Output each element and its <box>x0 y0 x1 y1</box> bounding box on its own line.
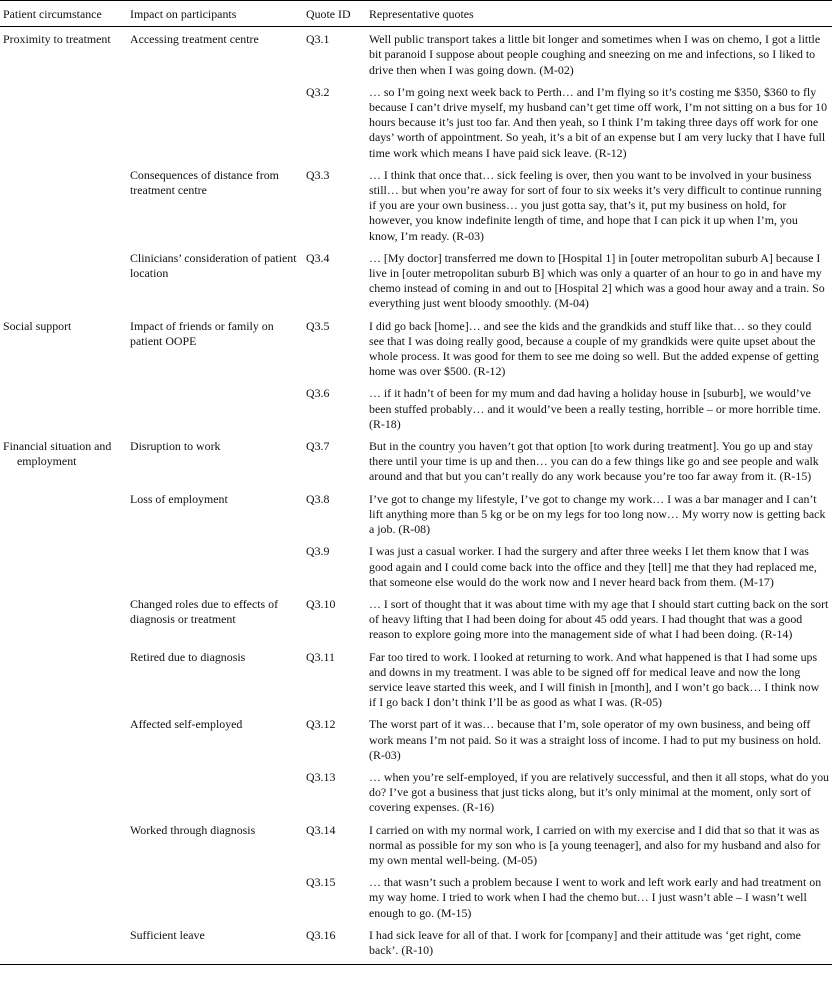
table-row <box>0 27 832 83</box>
circumstance-cell <box>0 595 127 648</box>
impact-cell <box>127 542 303 595</box>
quote-cell: I did go back [home]… and see the kids and the grandkids and stuff like that… so they could see that I was doing really good, because a couple of my grandkids were quite upset about the whole process. It was good for them to see me doing so well. But the added expense of getting home was over $500. (R-12) <box>369 318 819 379</box>
quote-id-cell: Q3.10 <box>306 596 336 611</box>
circumstance-line: Financial situation and <box>3 439 112 454</box>
impact-cell: Worked through diagnosis <box>130 822 256 837</box>
impact-cell: Loss of employment <box>130 491 228 506</box>
impact-cell <box>127 384 303 437</box>
circumstance-line: employment <box>17 454 77 469</box>
quote-cell: … I think that once that… sick feeling is over, then you want to be involved in your business still… but when you’re away for sort of four to six weeks it’s very difficult to continue running if you are your own business… you just gotta say, that’s it, put my business on hold, for however, you know indefinite length of time, and hope that I can pick it up when I’m, you know, I’m ready. (R-03) <box>369 167 822 243</box>
impact-cell: Disruption to work <box>130 439 221 454</box>
circumstance-cell <box>0 768 127 821</box>
quote-id-cell: Q3.8 <box>306 491 330 506</box>
table-row <box>0 384 832 437</box>
quote-cell: … when you’re self-employed, if you are relatively successful, and then it all stops, what do you do? I’ve got a business that just ticks along, but it’s only minimal at the moment, only sort of covering expenses. (R-16) <box>369 769 829 815</box>
table-row <box>0 873 832 926</box>
quote-cell: I carried on with my normal work, I carried on with my exercise and I did that so that it was as normal as possible for my son who is [a young teenager], and also for my husband and also for my own mental well-being. (M-05) <box>369 822 821 867</box>
quote-cell: I’ve got to change my lifestyle, I’ve got to change my work… I was a bar manager and I can’t lift anything more than 5 kg or be on my legs for too long now… My worry now is getting back a job. (R-08) <box>369 491 826 537</box>
impact-cell: Sufficient leave <box>127 926 303 965</box>
header-impact: Impact on participants <box>127 1 303 27</box>
quote-cell: … if it hadn’t of been for my mum and dad having a holiday house in [suburb], we would’ve been stuffed probably… and it would’ve been a really testing, horrible – or more horrible time. (R-18) <box>369 386 821 431</box>
table-row <box>0 926 832 965</box>
impact-cell <box>127 83 303 166</box>
circumstance-cell <box>0 249 127 317</box>
table-row <box>0 715 832 768</box>
quote-cell: I had sick leave for all of that. I work for [company] and their attitude was ‘get right, come back’. (R-10) <box>366 926 832 965</box>
quote-id-cell: Q3.7 <box>306 439 330 454</box>
impact-cell: Retired due to diagnosis <box>130 649 246 664</box>
table-row <box>0 648 832 716</box>
table-row <box>0 166 832 249</box>
table-row <box>0 595 832 648</box>
table-row <box>0 317 832 385</box>
quote-cell: … that wasn’t such a problem because I went to work and left work early and had treatment on my way home. I tried to work when I had the chemo but… I just wasn’t able – I wasn’t well enough to go. (M-15) <box>369 875 822 920</box>
table-row <box>0 768 832 821</box>
quote-id-cell: Q3.3 <box>306 167 330 182</box>
quote-id-cell: Q3.14 <box>306 822 336 837</box>
table-row <box>0 821 832 874</box>
circumstance-cell <box>0 821 127 874</box>
circumstance-cell <box>0 437 127 490</box>
circumstance-cell <box>0 873 127 926</box>
impact-cell: Clinicians’ consideration of patient location <box>130 250 297 281</box>
circumstance-cell <box>0 490 127 543</box>
circumstance-cell: Social support <box>3 318 72 333</box>
circumstance-cell: Proximity to treatment <box>3 32 111 47</box>
circumstance-cell <box>0 715 127 768</box>
circumstance-cell <box>0 83 127 166</box>
quote-cell: I was just a casual worker. I had the surgery and after three weeks I let them know that I was good again and I could come back into the office and they [tell] me that they had replaced me, that someone else would do the work now and I never heard back from them. (M-17) <box>369 544 817 589</box>
header-patient-circumstance: Patient circumstance <box>0 1 127 27</box>
quote-cell: The worst part of it was… because that I’m, sole operator of my own business, and being off work means I’m not paid. So it was a straight loss of income. I had to put my business on hold. (R-03) <box>369 717 822 762</box>
quote-id-cell: Q3.16 <box>303 926 366 965</box>
quote-id-cell: Q3.6 <box>306 386 330 401</box>
quote-cell: Far too tired to work. I looked at returning to work. And what happened is that I had some ups and downs in my treatment. I was able to be signed off for medical leave and now the long service leave started this week, and I will finish in [month], and I won’t go back… I think now if I go back I don’t think I’ll be as good as what I was. (R-05) <box>369 649 820 710</box>
quote-id-cell: Q3.9 <box>306 544 330 559</box>
table-row <box>0 83 832 166</box>
table-row <box>0 490 832 543</box>
quote-id-cell: Q3.15 <box>306 875 336 890</box>
quote-cell: … I sort of thought that it was about time with my age that I should start cutting back on the sort of heavy lifting that I had been doing for about 45 odd years. I had thought that was a good reason to explore going more into the management side of what I had been doing. (R-14) <box>369 596 829 642</box>
quote-id-cell: Q3.1 <box>306 32 330 47</box>
table-row <box>0 542 832 595</box>
quote-cell: … so I’m going next week back to Perth… and I’m flying so it’s costing me $350, $360 to fly because I can’t drive myself, my husband can’t get time off work, I’m not sitting on a bus for 10 hours because it’s just too far. And then yeah, so I think I’m taking three days off work for one days’ worth of appointment. So yeah, it’s a bit of an expense but I am very lucky that I have full time work which means I have paid sick leave. (R-12) <box>369 84 828 160</box>
header-row <box>0 1 832 27</box>
quote-cell: … [My doctor] transferred me down to [Hospital 1] in [outer metropolitan suburb A] because I live in [outer metropolitan suburb B] which was only a quarter of an hour to go in and have my chemo instead of coming in and out to [Hospital 2] which was a good hour away and a train. So everything just went bloody smoothly. (M-04) <box>369 250 825 311</box>
table-row <box>0 437 832 490</box>
quote-id-cell: Q3.11 <box>306 649 335 664</box>
quote-id-cell: Q3.12 <box>306 717 336 732</box>
quote-id-cell: Q3.13 <box>306 769 336 784</box>
impact-cell: Affected self-employed <box>130 717 243 732</box>
quote-cell: But in the country you haven’t got that option [to work during treatment]. You go up and stay there until your time is up and then… you can do a few things like go and see people and walk around and that but you can’t really do any work because you’re too far away from it. (R-15) <box>369 439 819 484</box>
impact-cell: Consequences of distance from treatment centre <box>130 167 279 198</box>
quote-id-cell: Q3.5 <box>306 318 330 333</box>
quote-id-cell: Q3.4 <box>306 250 330 265</box>
header-quotes: Representative quotes <box>366 1 832 27</box>
quote-id-cell: Q3.2 <box>306 84 330 99</box>
impact-cell <box>127 873 303 926</box>
impact-cell: Accessing treatment centre <box>130 32 259 47</box>
circumstance-cell <box>0 384 127 437</box>
circumstance-cell <box>0 166 127 249</box>
table-row <box>0 249 832 317</box>
quote-cell: Well public transport takes a little bit longer and sometimes when I was on chemo, I got a little bit paranoid I suppose about people coughing and sneezing on me and infections, so I liked to drive then when I was going down. (M-02) <box>369 32 821 77</box>
circumstance-cell <box>0 542 127 595</box>
circumstance-cell <box>0 648 127 716</box>
header-quote-id: Quote ID <box>303 1 366 27</box>
impact-cell <box>127 768 303 821</box>
circumstance-cell <box>0 926 127 965</box>
impact-cell: Impact of friends or family on patient OOPE <box>130 318 274 348</box>
impact-cell: Changed roles due to effects of diagnosis or treatment <box>130 596 279 627</box>
